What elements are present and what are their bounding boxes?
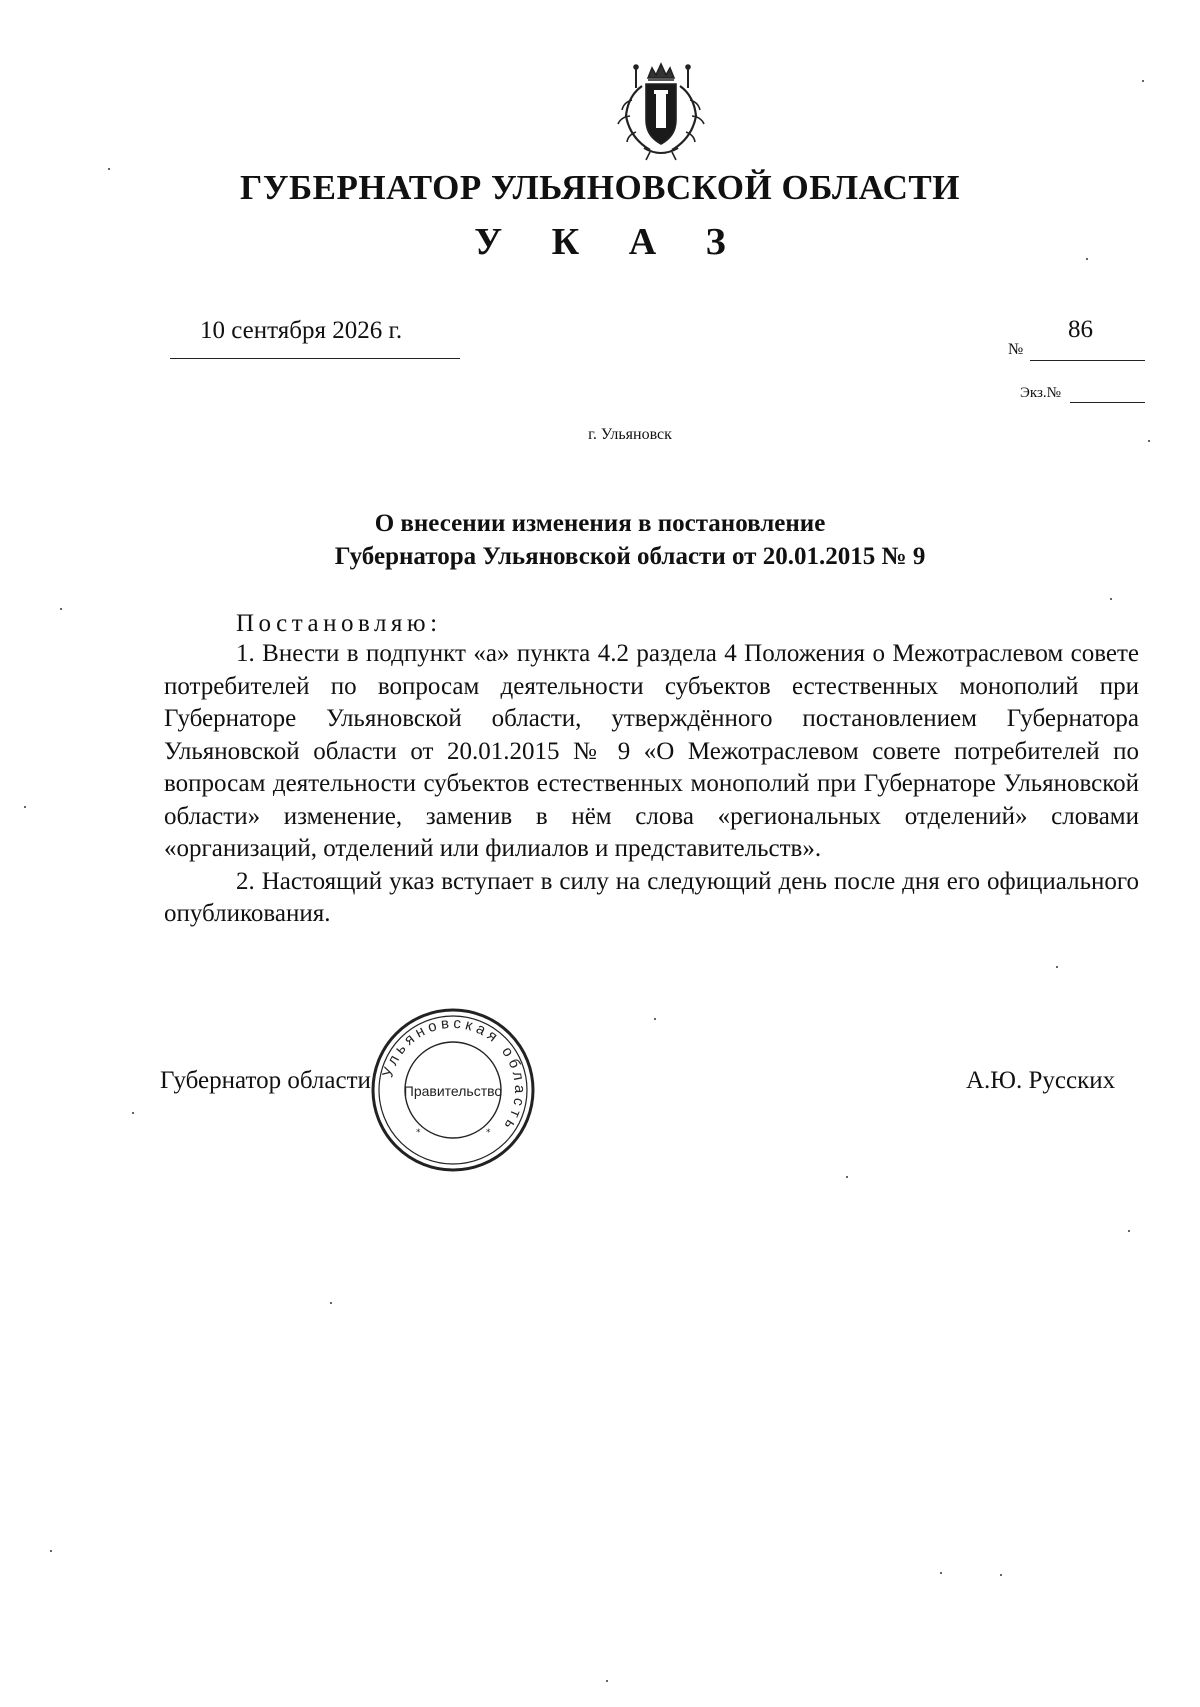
copy-number-underline [1070, 402, 1145, 403]
scan-speck [940, 1572, 942, 1574]
number-sign: № [1008, 341, 1024, 358]
official-seal-stamp [368, 1005, 538, 1175]
paragraph-2: 2. Настоящий указ вступает в силу на следующий день после дня его официального опубликования. [164, 867, 1139, 927]
document-type: У К А З [474, 221, 746, 263]
scan-speck [654, 1018, 656, 1020]
svg-text:*: * [486, 1128, 491, 1138]
issuing-authority: ГУБЕРНАТОР УЛЬЯНОВСКОЙ ОБЛАСТИ [240, 168, 960, 207]
document-body [164, 638, 1139, 931]
scan-speck [1148, 440, 1150, 442]
scan-speck [60, 608, 62, 610]
scan-speck [108, 168, 110, 170]
coat-of-arms-icon [606, 60, 716, 165]
scan-speck [330, 1302, 332, 1304]
document-title-line-1: О внесении изменения в постановление [374, 510, 826, 537]
scan-speck [606, 1680, 608, 1682]
document-date: 10 сентября 2026 г. [200, 317, 403, 344]
svg-text:Ульяновская область [379, 1015, 528, 1136]
signatory-role: Губернатор области [160, 1067, 371, 1094]
paragraph-1: 1. Внести в подпункт «а» пункта 4.2 раздела 4 Положения о Межотраслевом совете потребителей по вопросам деятельности субъектов естественных монополий при Губернаторе Ульяновской области, утверждённого постановлением Губернатора Ульяновской области от 20.01.2015 № 9 «О Межотраслевом совете потребителей по вопросам деятельности субъектов естественных монополий при Губернаторе Ульяновской области» изменение, заменив в нём слова «региональных отделений» словами «организаций, отделений или филиалов и представительств». [164, 640, 1139, 862]
issuing-city: г. Ульяновск [588, 426, 672, 443]
date-underline [170, 358, 460, 359]
document-number: 86 [1068, 316, 1093, 343]
scan-speck [50, 1550, 52, 1552]
document-title-line-2: Губернатора Ульяновской области от 20.01.2015 № 9 [334, 543, 926, 570]
scan-speck [1086, 258, 1088, 260]
scan-speck [1110, 598, 1112, 600]
scan-speck [132, 1112, 134, 1114]
scan-speck [24, 806, 26, 808]
scan-speck [1056, 966, 1058, 968]
decree-word: Постановляю: [236, 610, 442, 637]
signatory-name: А.Ю. Русских [966, 1067, 1116, 1094]
scan-speck [1000, 1574, 1002, 1576]
scan-speck [1142, 80, 1144, 82]
svg-text:*: * [416, 1128, 421, 1138]
scan-speck [846, 1176, 848, 1178]
copy-number-label: Экз.№ [1020, 385, 1061, 401]
scan-speck [1128, 1230, 1130, 1232]
number-underline [1030, 360, 1145, 361]
seal-ring-text: Ульяновская область [379, 1014, 529, 1136]
seal-center-text: Правительство [403, 1083, 503, 1099]
